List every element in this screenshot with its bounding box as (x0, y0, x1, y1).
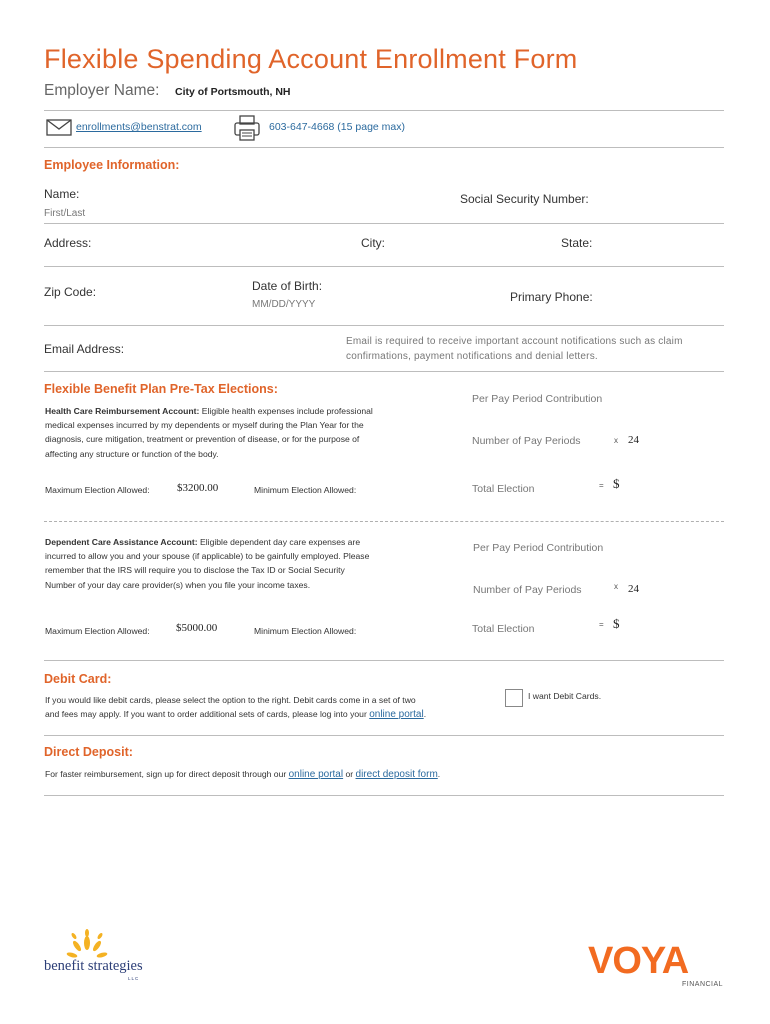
voya-financial-logo (582, 938, 722, 996)
debit-card-heading: Debit Card: (44, 672, 112, 686)
min-election-label: Minimum Election Allowed: (254, 626, 357, 636)
divider (44, 660, 724, 661)
section-divider (44, 521, 724, 522)
email-note-line: confirmations, payment notifications and denial letters. (346, 351, 598, 362)
per-pay-period-label: Per Pay Period Contribution (473, 542, 604, 554)
max-election-value: $5000.00 (176, 622, 218, 634)
max-election-value: $3200.00 (177, 482, 219, 494)
debit-card-description (45, 693, 495, 722)
dependent-care-line: incurred to allow you and your spouse (if applicable) to be gainfully employed. Please (45, 551, 370, 562)
dollar-symbol: $ (613, 476, 620, 491)
state-label: State: (561, 236, 593, 250)
elections-heading: Flexible Benefit Plan Pre-Tax Elections: (44, 382, 278, 396)
debit-card-checkbox-label: I want Debit Cards. (528, 691, 602, 701)
divider (44, 371, 724, 372)
dependent-care-description (45, 535, 445, 592)
name-hint: First/Last (44, 208, 86, 219)
online-portal-link[interactable]: online portal (288, 769, 344, 780)
total-election-label: Total Election (472, 623, 535, 635)
direct-deposit-text (45, 767, 440, 782)
fax-printer-icon (233, 114, 261, 142)
envelope-icon (46, 119, 72, 136)
dependent-care-line: Number of your day care provider(s) when you file your income taxes. (45, 579, 311, 590)
health-care-line: diagnosis, cure mitigation, treatment or prevention of disease, or for the purpose of (45, 434, 360, 445)
divider (44, 110, 724, 111)
direct-deposit-heading: Direct Deposit: (44, 745, 133, 759)
equals-symbol: = (599, 481, 604, 490)
health-care-title: Health Care Reimbursement Account: (45, 406, 200, 416)
debit-card-checkbox[interactable] (505, 689, 523, 707)
divider (44, 735, 724, 736)
zip-label: Zip Code: (44, 285, 97, 299)
page-title: Flexible Spending Account Enrollment Form (44, 44, 578, 74)
dob-label: Date of Birth: (252, 279, 323, 293)
city-label: City: (361, 236, 385, 250)
divider (44, 223, 724, 224)
divider (44, 147, 724, 148)
equals-symbol: = (599, 620, 604, 629)
dependent-care-title: Dependent Care Assistance Account: (45, 537, 198, 547)
name-label: Name: (44, 187, 80, 201)
health-care-description (45, 404, 435, 461)
benefit-strategies-llc: LLC (128, 976, 140, 981)
period: . (423, 709, 427, 720)
health-care-line: affecting any structure or function of the body. (45, 448, 219, 459)
health-care-line: Eligible health expenses include professional (199, 406, 373, 416)
email-link[interactable]: enrollments@benstrat.com (76, 121, 202, 133)
debit-card-line: and fees may apply. If you want to order additional sets of cards, please log into your (45, 709, 370, 720)
email-address-label: Email Address: (44, 342, 125, 356)
direct-deposit-form-link[interactable]: direct deposit form (355, 769, 438, 780)
email-note-line: Email is required to receive important account notifications such as claim (346, 336, 683, 347)
address-label: Address: (44, 236, 92, 250)
max-election-label: Maximum Election Allowed: (45, 626, 150, 636)
ssn-label: Social Security Number: (460, 192, 589, 206)
dependent-care-line: Eligible dependent day care expenses are (197, 537, 361, 547)
phone-label: Primary Phone: (510, 290, 593, 304)
number-of-pay-periods-label: Number of Pay Periods (472, 435, 581, 447)
health-care-line: medical expenses incurred by my dependents or myself during the Plan Year for the (45, 420, 364, 431)
max-election-label: Maximum Election Allowed: (45, 485, 150, 495)
period: . (437, 769, 441, 779)
total-election-label: Total Election (472, 483, 535, 495)
divider (44, 325, 724, 326)
divider (44, 266, 724, 267)
online-portal-link[interactable]: online portal (369, 709, 424, 721)
pay-periods-value: 24 (628, 583, 639, 595)
pay-periods-value: 24 (628, 434, 639, 446)
email-note (346, 334, 716, 364)
number-of-pay-periods-label: Number of Pay Periods (473, 584, 582, 596)
dependent-care-line: remember that the IRS will require you to disclose the Tax ID or Social Security (45, 565, 345, 576)
voya-wordmark: VOYA (588, 940, 689, 982)
dob-hint: MM/DD/YYYY (252, 299, 316, 310)
employer-name-label: Employer Name: (44, 82, 160, 99)
employer-name-value: City of Portsmouth, NH (175, 86, 291, 98)
min-election-label: Minimum Election Allowed: (254, 485, 357, 495)
debit-card-line: If you would like debit cards, please select the option to the right. Debit cards come in a set of two (45, 695, 416, 705)
dollar-symbol: $ (613, 616, 620, 631)
per-pay-period-label: Per Pay Period Contribution (472, 393, 603, 405)
benefit-strategies-wordmark: benefit strategies (44, 958, 143, 974)
times-symbol: x (614, 436, 618, 445)
divider (44, 795, 724, 796)
times-symbol: x (614, 582, 618, 591)
direct-deposit-line: For faster reimbursement, sign up for direct deposit through our (45, 769, 289, 779)
employee-info-heading: Employee Information: (44, 158, 180, 172)
benefit-strategies-logo (44, 925, 174, 985)
fax-number: 603-647-4668 (15 page max) (269, 121, 406, 133)
or-text: or (343, 769, 356, 779)
voya-financial-text: FINANCIAL (682, 981, 724, 988)
